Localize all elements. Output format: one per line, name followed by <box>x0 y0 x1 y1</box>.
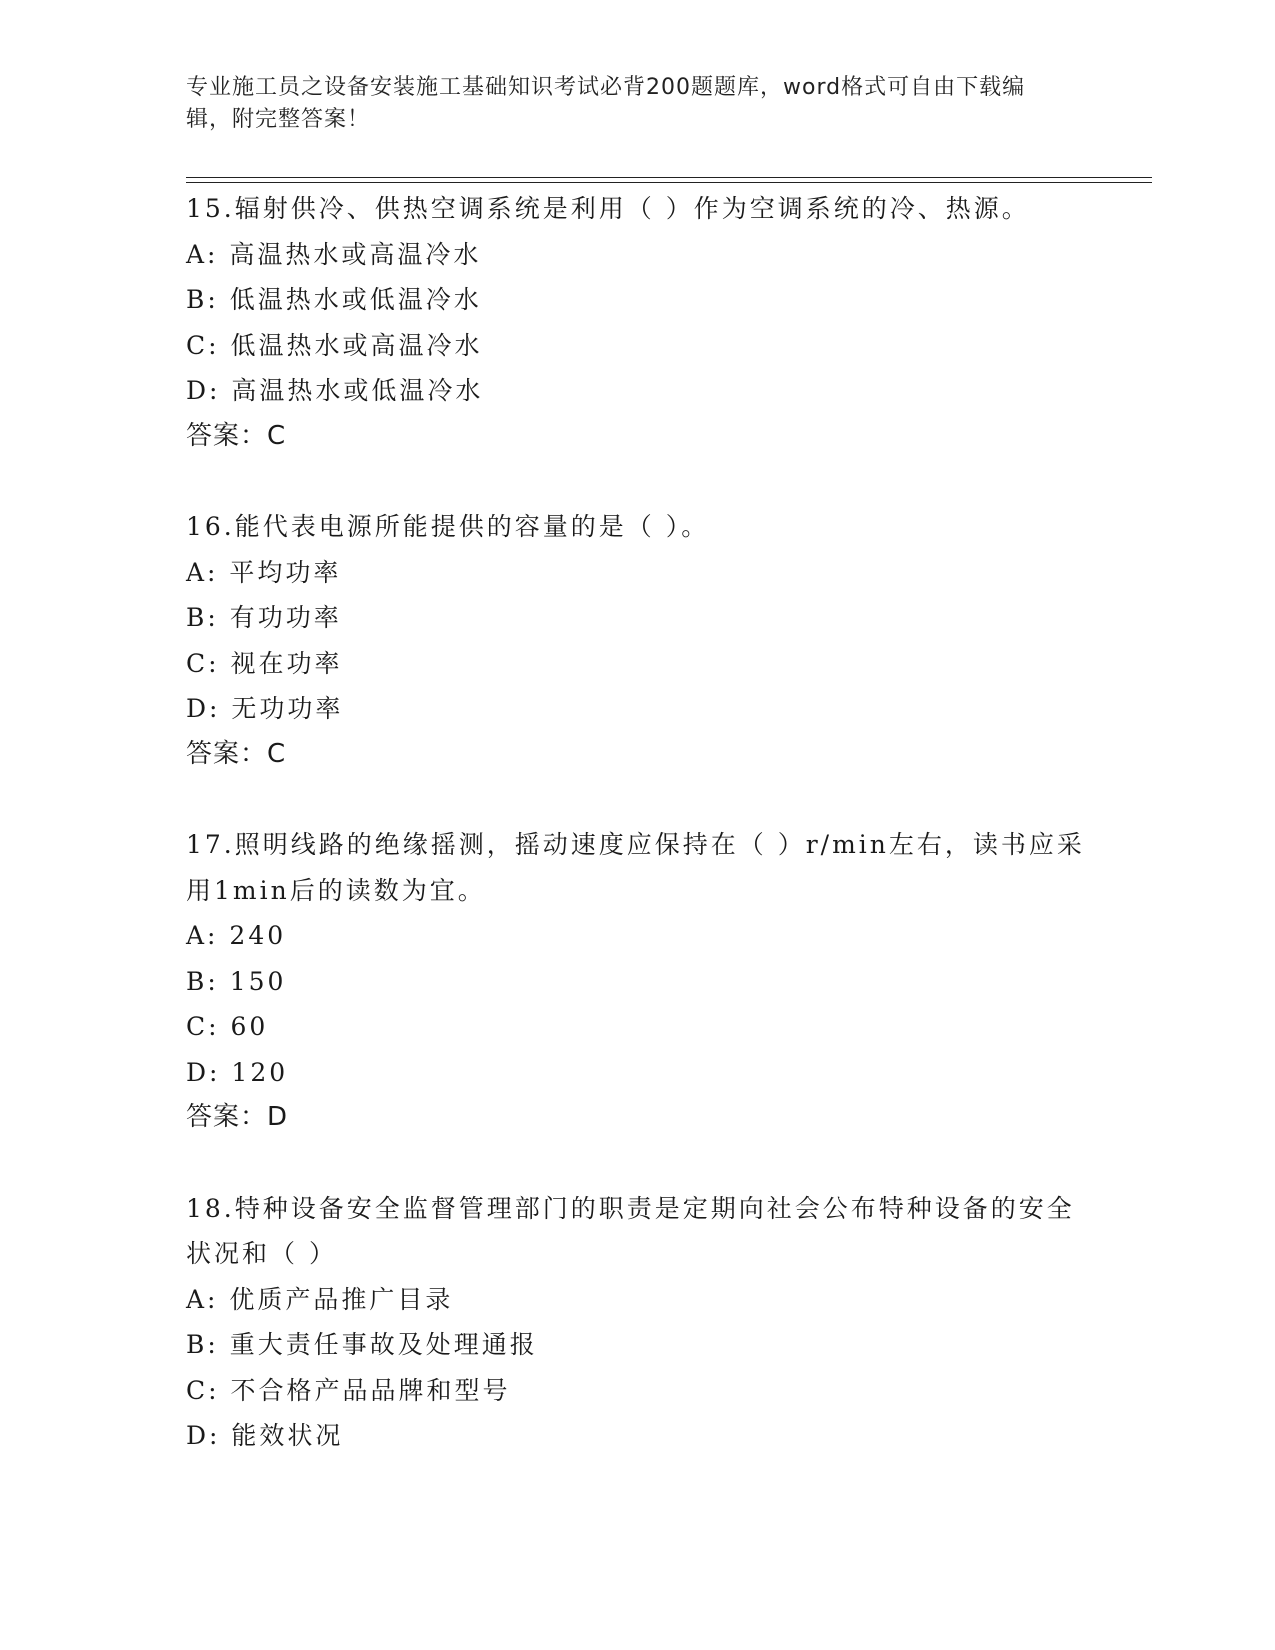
option-a: A: 平均功率 <box>186 557 342 587</box>
document-header: 专业施工员之设备安装施工基础知识考试必背200题题库，word格式可自由下载编辑，附完整答案！ <box>186 75 1026 132</box>
question-gap <box>186 777 1086 822</box>
option-c: C: 低温热水或高温冷水 <box>186 330 483 360</box>
question-text: 16.能代表电源所能提供的容量的是（ ）。 <box>186 512 710 541</box>
answer: 答案：C <box>186 420 287 451</box>
option-b: B: 有功功率 <box>186 603 342 632</box>
question-text: 15.辐射供冷、供热空调系统是利用（ ）作为空调系统的冷、热源。 <box>186 194 1030 223</box>
question-gap <box>186 1141 1086 1186</box>
header-rule-top <box>186 177 1152 178</box>
question-16 <box>186 504 1086 777</box>
option-b: B: 低温热水或低温冷水 <box>186 285 482 314</box>
option-d: D: 120 <box>186 1057 289 1087</box>
option-c: C: 不合格产品品牌和型号 <box>186 1375 511 1405</box>
header-rule-bottom <box>186 182 1152 183</box>
question-15 <box>186 186 1086 459</box>
question-17 <box>186 822 1086 1141</box>
answer: 答案：C <box>186 738 287 769</box>
answer: 答案：D <box>186 1102 289 1132</box>
option-d: D: 无功功率 <box>186 694 344 723</box>
option-d: D: 能效状况 <box>186 1421 344 1450</box>
option-a: A: 高温热水或高温冷水 <box>186 239 482 269</box>
option-b: B: 150 <box>186 966 287 996</box>
option-b: B: 重大责任事故及处理通报 <box>186 1330 538 1359</box>
question-gap <box>186 459 1086 504</box>
option-c: C: 视在功率 <box>186 648 343 678</box>
question-text: 18.特种设备安全监督管理部门的职责是定期向社会公布特种设备的安全状况和（ ） <box>186 1193 1075 1268</box>
option-d: D: 高温热水或低温冷水 <box>186 376 484 405</box>
option-a: A: 优质产品推广目录 <box>186 1284 454 1314</box>
option-a: A: 240 <box>186 921 287 950</box>
question-18 <box>186 1186 1086 1459</box>
question-text: 17.照明线路的绝缘摇测，摇动速度应保持在（ ）r/min左右，读书应采用1min后的读数为宜。 <box>186 830 1085 905</box>
option-c: C: 60 <box>186 1012 269 1041</box>
question-list <box>186 186 1086 1459</box>
